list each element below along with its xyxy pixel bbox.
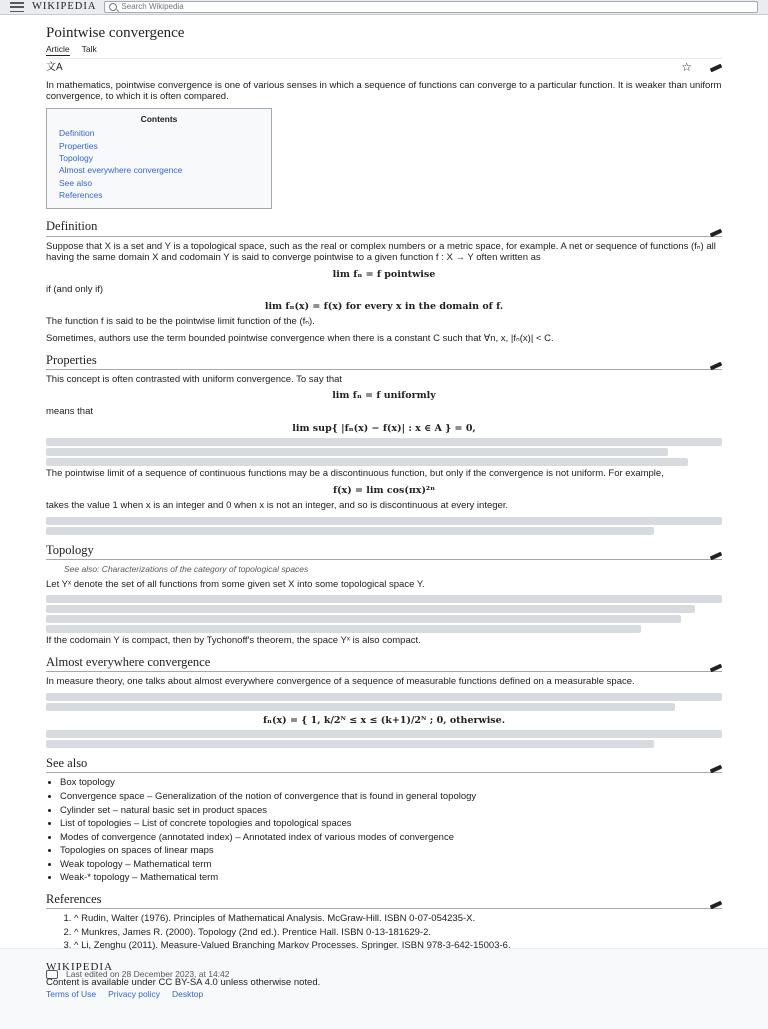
language-icon[interactable]: 文A bbox=[46, 61, 63, 73]
article-toolbar bbox=[46, 59, 722, 77]
tab-talk[interactable]: Talk bbox=[81, 44, 97, 55]
toc-item-almost-everywhere[interactable]: Almost everywhere convergence bbox=[59, 165, 183, 176]
properties-math-uniform: lim fₙ = f uniformly bbox=[332, 390, 436, 402]
see-also-item[interactable]: • Cylinder set – natural basic set in product spaces bbox=[60, 805, 722, 817]
almost-everywhere-math: fₙ(x) = { 1, k/2ᴺ ≤ x ≤ (k+1)/2ᴺ ; 0, otherwise. bbox=[262, 714, 506, 726]
toc-item-references[interactable]: References bbox=[59, 189, 103, 200]
definition-text-4: Sometimes, authors use the term bounded pointwise convergence when there is a constant C such that ∀n, x, |fₙ(x)| < C. bbox=[46, 333, 554, 345]
menu-icon[interactable] bbox=[10, 2, 24, 12]
topology-text-2: If the codomain Y is compact, then by Tychonoff's theorem, the space Yˣ is also compact. bbox=[46, 635, 421, 647]
edit-pencil-icon[interactable] bbox=[710, 901, 723, 910]
see-also-item[interactable]: • List of topologies – List of concrete topologies and topological spaces bbox=[60, 818, 722, 830]
properties-text-4: takes the value 1 when x is an integer and 0 when x is not an integer, and so is discontinuous at every integer. bbox=[46, 500, 509, 512]
see-also-item[interactable]: • Weak topology – Mathematical term bbox=[60, 859, 722, 871]
see-also-item[interactable]: • Box topology bbox=[60, 777, 722, 789]
watch-star-icon[interactable]: ☆ bbox=[681, 60, 692, 75]
page-footer bbox=[0, 948, 768, 1029]
topology-text-1: Let Yˣ denote the set of all functions from some given set X into some topological space Y. bbox=[46, 578, 425, 590]
search-icon bbox=[109, 3, 117, 11]
reference-item[interactable]: 2. ^ Munkres, James R. (2000). Topology (2nd ed.). Prentice Hall. ISBN 0-13-181629-2. bbox=[74, 927, 722, 939]
see-also-title: See also bbox=[46, 756, 88, 771]
see-also-list bbox=[46, 777, 722, 884]
properties-heading bbox=[46, 353, 722, 370]
reference-item[interactable]: 1. ^ Rudin, Walter (1976). Principles of Mathematical Analysis. McGraw-Hill. ISBN 0-07-054235-X. bbox=[74, 913, 722, 925]
page-title: Pointwise convergence bbox=[46, 25, 185, 41]
footer-links bbox=[46, 989, 722, 999]
table-of-contents bbox=[46, 108, 272, 210]
text-placeholder bbox=[46, 448, 668, 456]
toc-title: Contents bbox=[140, 113, 178, 124]
footer-link-desktop[interactable]: Desktop bbox=[172, 988, 204, 999]
toc-item-properties[interactable]: Properties bbox=[59, 140, 98, 151]
see-also-item[interactable]: • Weak-* topology – Mathematical term bbox=[60, 872, 722, 884]
text-placeholder bbox=[46, 527, 654, 535]
see-also-heading bbox=[46, 756, 722, 773]
wikipedia-logo[interactable]: WIKIPEDIA bbox=[32, 0, 97, 12]
footer-link-terms[interactable]: Terms of Use bbox=[46, 988, 97, 999]
references-title: References bbox=[46, 891, 102, 906]
almost-everywhere-heading bbox=[46, 655, 722, 672]
see-also-item[interactable]: • Topologies on spaces of linear maps bbox=[60, 845, 722, 857]
properties-text-3: The pointwise limit of a sequence of continuous functions may be a discontinuous function, but only if the convergence is not uniform. For example, bbox=[46, 468, 664, 480]
definition-title: Definition bbox=[46, 219, 98, 234]
footer-link-privacy[interactable]: Privacy policy bbox=[108, 988, 161, 999]
properties-title: Properties bbox=[46, 352, 97, 367]
properties-text-1: This concept is often contrasted with uniform convergence. To say that bbox=[46, 373, 343, 385]
references-heading bbox=[46, 892, 722, 909]
toc-item-see-also[interactable]: See also bbox=[59, 177, 93, 188]
definition-text-1: Suppose that X is a set and Y is a topological space, such as the real or complex numbers or a metric space, for example. A net or sequence of functions (fₙ) all having the same domain X and codomain Y is said to converge pointwise to a given function f : X → Y often written as bbox=[46, 240, 716, 264]
edit-pencil-icon[interactable] bbox=[710, 63, 723, 72]
definition-text-2: if (and only if) bbox=[46, 284, 104, 296]
almost-everywhere-title: Almost everywhere convergence bbox=[46, 654, 211, 669]
text-placeholder bbox=[46, 615, 681, 623]
definition-text-3: The function f is said to be the pointwise limit function of the (fₙ). bbox=[46, 316, 315, 328]
definition-math-iff: lim fₙ(x) = f(x) for every x in the domain of f. bbox=[264, 300, 504, 312]
toc-item-topology[interactable]: Topology bbox=[59, 152, 94, 163]
text-placeholder bbox=[46, 740, 654, 748]
text-placeholder bbox=[46, 595, 722, 603]
text-placeholder bbox=[46, 703, 675, 711]
text-placeholder bbox=[46, 730, 722, 738]
edit-pencil-icon[interactable] bbox=[710, 552, 723, 561]
topology-hatnote[interactable]: See also: Characterizations of the category of topological spaces bbox=[64, 564, 309, 575]
text-placeholder bbox=[46, 625, 641, 633]
toc-item-definition[interactable]: Definition bbox=[59, 128, 95, 139]
search-box[interactable] bbox=[104, 1, 758, 13]
search-placeholder[interactable]: Search Wikipedia bbox=[121, 2, 184, 12]
edit-pencil-icon[interactable] bbox=[710, 664, 723, 673]
see-also-item[interactable]: • Modes of convergence (annotated index) – Annotated index of various modes of convergence bbox=[60, 832, 722, 844]
edit-pencil-icon[interactable] bbox=[710, 228, 723, 237]
top-header bbox=[0, 0, 768, 15]
definition-math-main: lim fₙ = f pointwise bbox=[332, 268, 436, 280]
definition-heading bbox=[46, 219, 722, 236]
text-placeholder bbox=[46, 438, 722, 446]
see-also-item[interactable]: • Convergence space – Generalization of the notion of convergence that is found in general topology bbox=[60, 791, 722, 803]
topology-heading bbox=[46, 543, 722, 560]
topology-title: Topology bbox=[46, 542, 94, 557]
text-placeholder bbox=[46, 458, 688, 466]
text-placeholder bbox=[46, 605, 695, 613]
text-placeholder bbox=[46, 693, 722, 701]
edit-pencil-icon[interactable] bbox=[710, 765, 723, 774]
properties-math-cos: f(x) = lim cos(πx)²ⁿ bbox=[332, 484, 436, 496]
text-placeholder bbox=[46, 517, 722, 525]
properties-text-2: means that bbox=[46, 406, 93, 418]
footer-license: Content is available under CC BY-SA 4.0 unless otherwise noted. bbox=[46, 977, 321, 989]
almost-everywhere-text-1: In measure theory, one talks about almost everywhere convergence of a sequence of measurable functions defined on a measurable space. bbox=[46, 675, 635, 687]
tab-article[interactable]: Article bbox=[46, 44, 70, 55]
references-list bbox=[46, 913, 722, 952]
last-edited-text[interactable]: Last edited on 28 December 2023, at 14:42 bbox=[66, 968, 230, 979]
edit-pencil-icon[interactable] bbox=[710, 362, 723, 371]
reference-item[interactable]: 3. ^ Li, Zenghu (2011). Measure-Valued Branching Markov Processes. Springer. ISBN 978-3-642-15003-6. bbox=[74, 940, 722, 952]
intro-paragraph: In mathematics, pointwise convergence is one of various senses in which a sequence of functions can converge to a particular function. It is weaker than uniform convergence, to which it is often compared. bbox=[46, 79, 722, 103]
page-tabs bbox=[46, 44, 722, 58]
footer-logo: WIKIPEDIA bbox=[46, 961, 114, 973]
properties-math-sup: lim sup{ |fₙ(x) − f(x)| : x ∈ A } = 0, bbox=[292, 422, 476, 434]
